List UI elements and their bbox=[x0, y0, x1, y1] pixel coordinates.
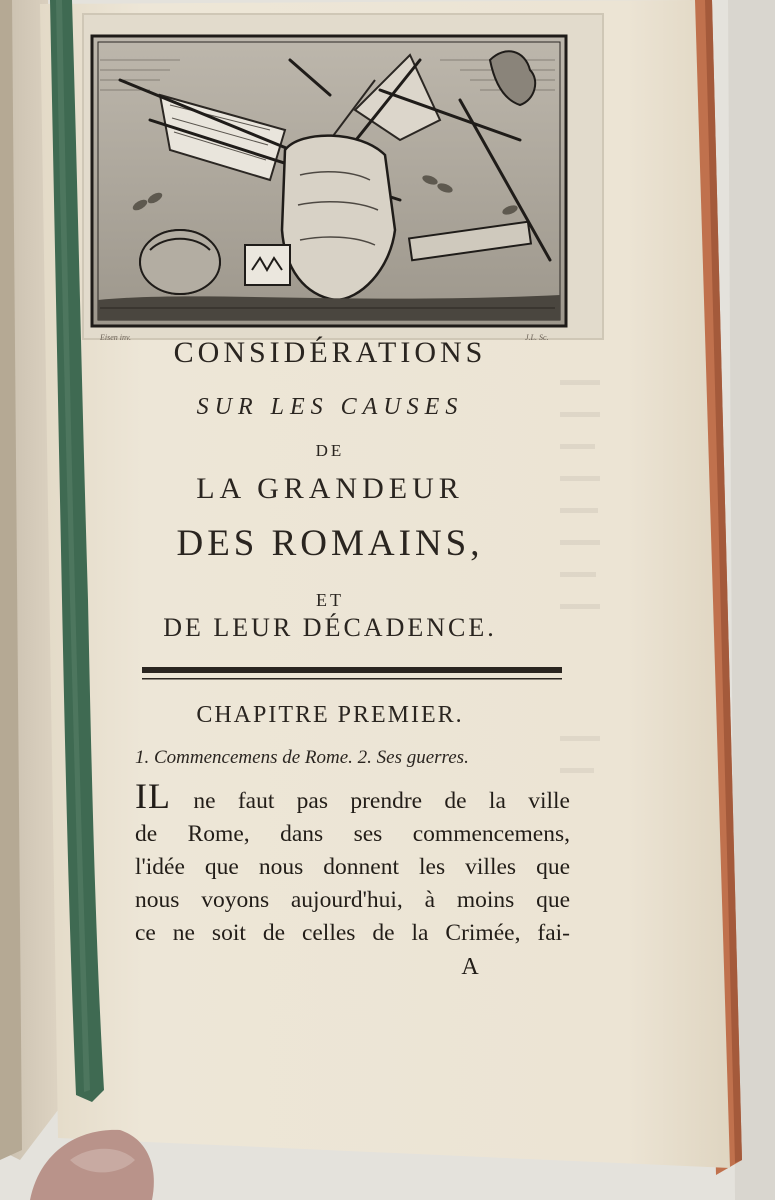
title-et: ET bbox=[316, 590, 344, 610]
title-de: DE bbox=[315, 441, 345, 460]
chapter-summary: 1. Commencemens de Rome. 2. Ses guerres. bbox=[135, 747, 469, 768]
title-sur-les-causes: SUR LES CAUSES bbox=[196, 394, 464, 420]
dropcap: IL bbox=[135, 776, 171, 816]
body-line-5: ce ne soit de celles de la Crimée, fai- bbox=[135, 920, 570, 946]
engraving-credit-left: Eisen inv. bbox=[100, 333, 131, 342]
body-line-4: nous voyons aujourd'hui, à moins que bbox=[135, 887, 570, 913]
thin-rule bbox=[142, 678, 562, 680]
engraving-trophy-vignette bbox=[92, 36, 566, 326]
body-line-1: IL ne faut pas prendre de la ville bbox=[135, 776, 570, 816]
chapter-title: CHAPITRE PREMIER. bbox=[196, 702, 464, 728]
title-considerations: CONSIDÉRATIONS bbox=[173, 336, 487, 369]
title-la-grandeur: LA GRANDEUR bbox=[196, 472, 464, 505]
signature-mark: A bbox=[461, 954, 479, 980]
body-line-3: l'idée que nous donnent les villes que bbox=[135, 854, 570, 880]
title-de-leur-decadence: DE LEUR DÉCADENCE. bbox=[163, 613, 497, 642]
body-line-2: de Rome, dans ses commencemens, bbox=[135, 821, 570, 847]
body-text bbox=[135, 776, 570, 950]
thick-rule bbox=[142, 667, 562, 673]
engraving-credit-right: J.L. Sc. bbox=[525, 333, 549, 342]
title-des-romains: DES ROMAINS, bbox=[176, 523, 484, 564]
